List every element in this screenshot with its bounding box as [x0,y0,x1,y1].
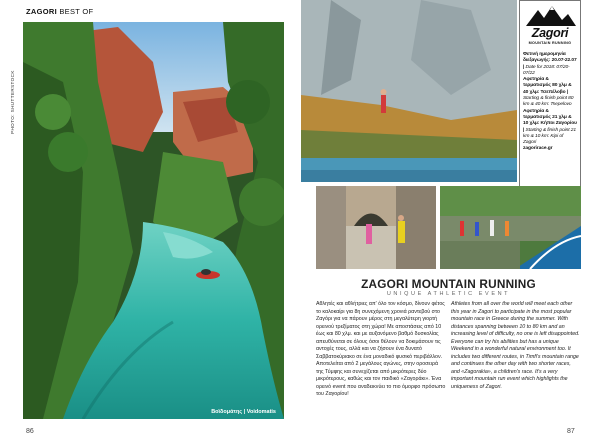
photo-caption: Βοϊδομάτης | Voidomatis [211,409,276,415]
article-title: ZAGORI MOUNTAIN RUNNING [361,277,536,291]
event-details [523,52,577,153]
start1-el: Αφετηρία & τερματισμός 80 χλμ & 40 χλμ: Τσεπέλοβο | [523,77,572,95]
start2-el: Αφετηρία & τερματισμός 21 χλμ & 10 χλμ: Κήποι Ζαγορίου | [523,108,577,133]
article-text-greek: Αθλητές και αθλήτριες απ' όλο τον κόσμο, δίνουν φέτος το καλοκαίρι για 8η συνεχόμενη χρονιά ραντεβού στο Ζαγόρι για να πάρουν μέρος στη μεγαλύτερη γιορτή ορεινού τρεξίματος στη χώρα! Με αποστάσεις από 10 έως και 80 χλμ. και με αυξανόμενο βαθμό δυσκολίας απευθύνεται σε όλους όσοι θέλουν να δοκιμάσουν τις αντοχές τους, αλλά και να ζήσουν ένα δυνατό Σαββατοκύριακο σε ένα μοναδικό φυσικό περιβάλλον. Αποτελείται από 2 μεγάλους αγώνες, στην οροσειρά της Τύμφης και συνεχίζεται από μικρότερες δύο μικρότερους, καθώς και τον παιδικό «Ζαγοράκι». Ένα ορεινό event που αναδεικνύει το πιο όμορφο πρόσωπο του Ζαγορίου! [316,301,446,397]
page-number-right: 87 [567,428,575,435]
website-link[interactable]: zagorirace.gr [523,146,553,152]
village-runners-photo [316,186,436,269]
section-name: ZAGORI [26,7,57,16]
dates-el: Φετινή ημερομηνία διεξαγωγής: 20.07-22.07 | [523,52,577,70]
runner-cliff-photo [301,0,517,182]
start1-en: Starting & finish point 80 km & 40 km: Tsepelovo [523,96,574,108]
logo-name: Zagori [531,26,569,40]
logo-subtitle: MOUNTAIN RUNNING [528,41,572,45]
page-number-left: 86 [26,428,34,435]
photo-credit: PHOTO: SHUTTERSTOCK [10,70,15,134]
dates-en: Date for 2018: 07/20-07/22 [523,64,570,76]
article-text-english: Athletes from all over the world will meet each other this year in Zagori to participate in the most popular mountain race in Greece during the summer. With distances spanning between 10 to 80 km and an increasing level of difficulty, no one is left disappointed. Everyone can try his abilities but has a unique Weekend in a wonderful natural environment too. It includes two different routes, in Timfi's mountain range and continues the other day with two shorter races, and «Zagorakia», a children's race. It's a very important mountain run event which highlights the uniqueness of Zagori. [451,301,580,390]
article-subtitle: UNIQUE ATHLETIC EVENT [386,291,511,297]
start2-en: Starting & finish point 21 km & 10 km: Kipi of Zagori [523,127,576,146]
zagori-logo [523,4,577,50]
section-label: BEST OF [59,7,94,16]
main-photo-voidomatis [23,22,284,419]
page-header [26,7,93,16]
race-start-photo [440,186,581,269]
